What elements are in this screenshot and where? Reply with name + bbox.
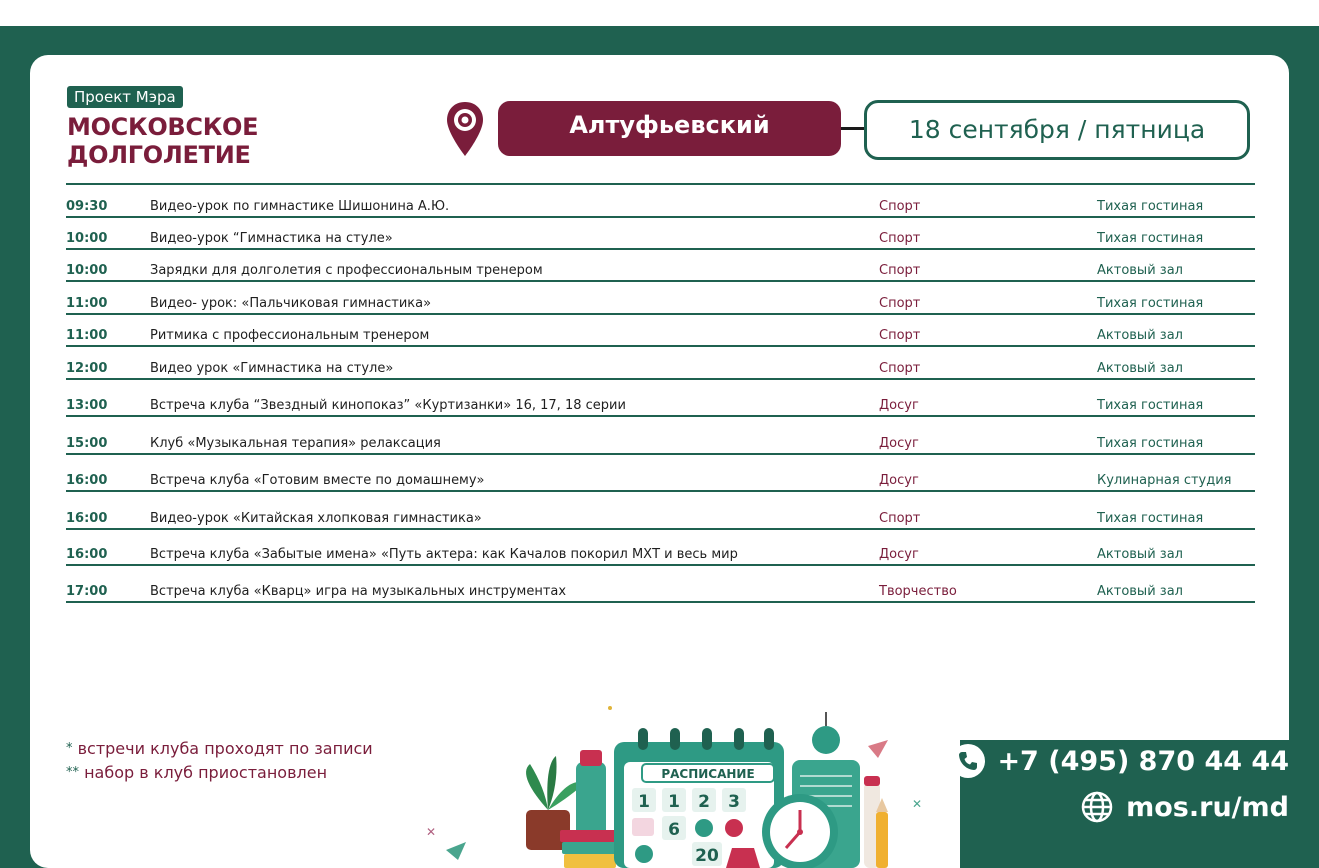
schedule-room: Тихая гостиная (1097, 199, 1204, 214)
phone-icon (951, 744, 985, 778)
footnote-text-1: встречи клуба проходят по записи (77, 739, 373, 758)
calendar-number-6: 20 (695, 846, 719, 866)
schedule-category: Досуг (879, 398, 919, 413)
schedule-title: Видео-урок по гимнастике Шишонина А.Ю. (150, 199, 450, 214)
schedule-room: Кулинарная студия (1097, 473, 1232, 488)
project-badge: Проект Мэра (67, 86, 183, 108)
schedule-title: Видео-урок “Гимнастика на стуле» (150, 231, 393, 246)
date-label: 18 сентября / пятница (864, 100, 1250, 160)
schedule-illustration (420, 700, 940, 868)
schedule-row (66, 218, 1255, 250)
schedule-time: 17:00 (66, 584, 108, 599)
schedule-title: Ритмика с профессиональным тренером (150, 328, 430, 343)
footnotes (66, 737, 373, 785)
schedule-row (66, 566, 1255, 603)
schedule-time: 16:00 (66, 473, 108, 488)
brand-line-1: МОСКОВСКОЕ (67, 113, 259, 141)
calendar-number-3: 2 (698, 792, 710, 812)
schedule-time: 13:00 (66, 398, 108, 413)
schedule-title: Видео урок «Гимнастика на стуле» (150, 361, 394, 376)
schedule-title: Зарядки для долголетия с профессиональным тренером (150, 263, 543, 278)
schedule-time: 16:00 (66, 511, 108, 526)
schedule-row (66, 315, 1255, 347)
schedule-category: Спорт (879, 361, 921, 376)
schedule-category: Творчество (879, 584, 957, 599)
table-top-rule (66, 183, 1255, 185)
calendar-number-2: 1 (668, 792, 680, 812)
schedule-room: Тихая гостиная (1097, 231, 1204, 246)
footnote-2 (66, 761, 373, 785)
schedule-time: 10:00 (66, 231, 108, 246)
schedule-row (66, 455, 1255, 492)
schedule-time: 16:00 (66, 547, 108, 562)
schedule-title: Встреча клуба «Готовим вместе по домашнему» (150, 473, 485, 488)
schedule-row (66, 380, 1255, 417)
schedule-room: Тихая гостиная (1097, 398, 1204, 413)
footnote-mark-1: * (66, 741, 73, 756)
schedule-title: Встреча клуба “Звездный кинопоказ” «Куртизанки» 16, 17, 18 серии (150, 398, 626, 413)
district-label: Алтуфьевский (498, 101, 841, 156)
svg-text:✕: ✕ (426, 825, 437, 839)
schedule-time: 12:00 (66, 361, 108, 376)
schedule-category: Спорт (879, 511, 921, 526)
brand-line-2: ДОЛГОЛЕТИЕ (67, 141, 251, 169)
schedule-room: Актовый зал (1097, 547, 1183, 562)
schedule-row (66, 282, 1255, 315)
schedule-category: Досуг (879, 473, 919, 488)
schedule-row (66, 347, 1255, 380)
schedule-category: Спорт (879, 231, 921, 246)
calendar-number-5: 6 (668, 820, 680, 840)
schedule-category: Досуг (879, 436, 919, 451)
brand-logo (67, 113, 258, 169)
schedule-room: Тихая гостиная (1097, 511, 1204, 526)
connector-line (841, 127, 865, 130)
phone-contact[interactable] (951, 744, 1289, 778)
site-contact[interactable] (1080, 790, 1289, 824)
schedule-row (66, 417, 1255, 455)
calendar-number-4: 3 (728, 792, 740, 812)
schedule-title: Клуб «Музыкальная терапия» релаксация (150, 436, 441, 451)
schedule-row (66, 186, 1255, 218)
schedule-room: Актовый зал (1097, 328, 1183, 343)
schedule-time: 11:00 (66, 296, 108, 311)
phone-number[interactable]: +7 (495) 870 44 44 (997, 745, 1289, 777)
site-url[interactable]: mos.ru/md (1126, 791, 1289, 823)
schedule-category: Спорт (879, 328, 921, 343)
calendar-number-1: 1 (638, 792, 650, 812)
schedule-room: Тихая гостиная (1097, 436, 1204, 451)
footnote-1 (66, 737, 373, 761)
globe-icon (1080, 790, 1114, 824)
location-pin-icon (445, 100, 485, 158)
schedule-time: 10:00 (66, 263, 108, 278)
schedule-title: Видео- урок: «Пальчиковая гимнастика» (150, 296, 432, 311)
calendar-label: РАСПИСАНИЕ (661, 767, 755, 781)
schedule-time: 15:00 (66, 436, 108, 451)
schedule-room: Тихая гостиная (1097, 296, 1204, 311)
schedule-category: Досуг (879, 547, 919, 562)
schedule-category: Спорт (879, 296, 921, 311)
schedule-table (66, 186, 1255, 603)
schedule-row (66, 530, 1255, 566)
schedule-category: Спорт (879, 263, 921, 278)
schedule-title: Встреча клуба «Кварц» игра на музыкальных инструментах (150, 584, 567, 599)
schedule-row (66, 250, 1255, 282)
schedule-room: Актовый зал (1097, 263, 1183, 278)
schedule-time: 09:30 (66, 199, 108, 214)
svg-text:✕: ✕ (912, 797, 923, 811)
schedule-category: Спорт (879, 199, 921, 214)
footnote-mark-2: ** (66, 765, 79, 780)
schedule-title: Встреча клуба «Забытые имена» «Путь актера: как Качалов покорил МХТ и весь мир (150, 547, 738, 562)
footnote-text-2: набор в клуб приостановлен (84, 763, 328, 782)
schedule-room: Актовый зал (1097, 584, 1183, 599)
schedule-time: 11:00 (66, 328, 108, 343)
schedule-title: Видео-урок «Китайская хлопковая гимнастика» (150, 511, 482, 526)
schedule-room: Актовый зал (1097, 361, 1183, 376)
schedule-row (66, 492, 1255, 530)
